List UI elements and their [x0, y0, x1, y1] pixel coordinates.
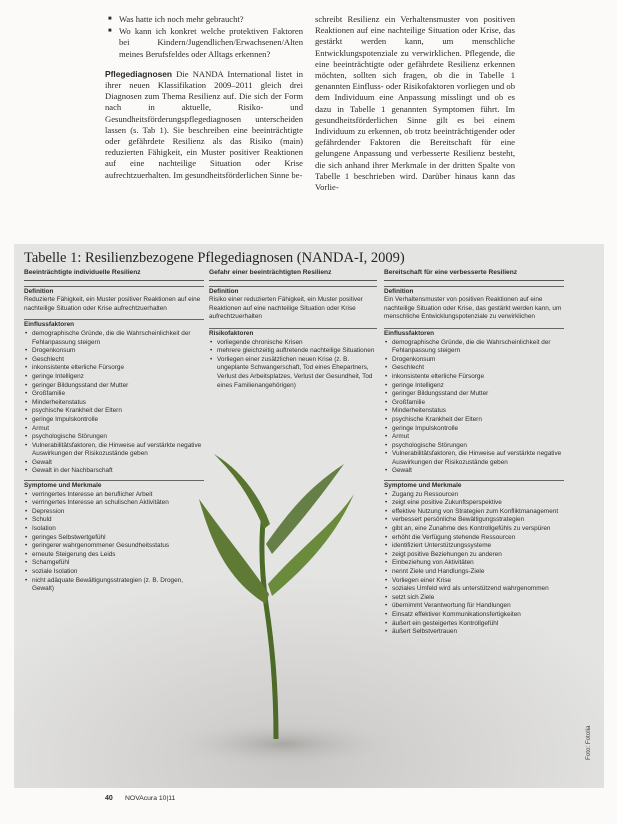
list-item: • nennt Ziele und Handlungs-Ziele [392, 568, 564, 577]
list-item: • effektive Nutzung von Strategien zum Konfliktmanagement [392, 508, 564, 517]
list-item: • geringe Impulskontrolle [392, 425, 564, 434]
list-item: • Schuld [32, 516, 204, 525]
list-item: • Armut [32, 425, 204, 434]
list-item: • Drogenkonsum [392, 356, 564, 365]
factor-list [24, 330, 204, 476]
question-item: ■ Wo kann ich konkret welche protektiven Faktoren bei Kindern/Jugendlichen/Erwachsenen/Alten meines Berufsfeldes oder Alltags erkennen? [119, 26, 303, 60]
list-item: • psychologische Störungen [32, 433, 204, 442]
sprout-leaf [214, 454, 270, 529]
paragraph-text: Die NANDA International listet in ihrer neuen Klassifikation 2009–2011 gleich drei Diagnosen zum Thema Resilienz auf. Die sich der Form nach in aktuelle, Risiko- und Gesundheitsförderungspflegediagnosen unterscheiden lassen (s. Tab 1). Sie beschreiben eine beeinträchtigte oder gefährdete Resilienz als das Risiko (main) reduzierten Fähigkeit, ein Muster positiver Reaktionen auf eine nachteilige Situation oder Krise aufrechtzuerhalten. Im gesundheitsförderlichen Sinne be- [105, 68, 304, 180]
list-item: • Zugang zu Ressourcen [392, 491, 564, 500]
page-number: 40 [105, 795, 113, 802]
list-item: • demographische Gründe, die die Wahrscheinlichkeit der Fehlanpassung steigern [392, 339, 564, 356]
list-item: • inkonsistente elterliche Fürsorge [392, 373, 564, 382]
definition-text: Reduzierte Fähigkeit, ein Muster positiver Reaktionen auf eine nachteilige Situation oder Krise aufrechtzuerhalten [24, 296, 201, 312]
list-item: • Depression [32, 508, 204, 517]
list-item: • Vulnerabilitätsfaktoren, die Hinweise auf verstärkte negative Auswirkungen der Risikozustände geben [392, 450, 564, 467]
list-item: • geringes Selbstwertgefühl [32, 534, 204, 543]
list-item: • Geschlecht [32, 356, 204, 365]
column-header: Gefahr einer beeinträchtigten Resilienz [209, 269, 377, 281]
table-title: Tabelle 1: Resilienzbezogene Pflegediagnosen (NANDA-I, 2009) [24, 250, 405, 266]
list-item: • erneute Steigerung des Leids [32, 551, 204, 560]
list-item: • Armut [392, 433, 564, 442]
list-item: • geringerer wahrgenommener Gesundheitsstatus [32, 542, 204, 551]
list-item: • geringer Bildungsstand der Mutter [392, 390, 564, 399]
list-item: • Großfamilie [392, 399, 564, 408]
list-item: • zeigt positive Beziehungen zu anderen [392, 551, 564, 560]
list-item: • demographische Gründe, die die Wahrscheinlichkeit der Fehlanpassung steigern [32, 330, 204, 347]
list-item: • Minderheitenstatus [392, 407, 564, 416]
section-heading: Definition [384, 286, 564, 297]
list-item: • Vorliegen einer zusätzlichen neuen Krise (z. B. ungeplante Schwangerschaft, Tod eines Ehepartners, Verlust des Arbeitsplatzes, Verlust der Gesundheit, Tod eines Familienangehörigen) [217, 356, 377, 390]
definition-text: Risiko einer reduzierten Fähigkeit, ein Muster positiver Reaktionen auf eine nachteilige Situation oder Krise aufrechtzuerhalten [209, 296, 363, 321]
list-item: • Einsatz effektiver Kommunikationsfertigkeiten [392, 611, 564, 620]
table-column-impaired [24, 269, 204, 598]
section-heading: Einflussfaktoren [24, 319, 204, 330]
list-item: • geringer Bildungsstand der Mutter [32, 382, 204, 391]
section-heading: Symptome und Merkmale [384, 480, 564, 491]
resilience-table [14, 244, 604, 788]
list-item: • zeigt eine positive Zukunftsperspektive [392, 499, 564, 508]
section-heading: Risikofaktoren [209, 328, 377, 339]
list-item: • identifiziert Unterstützungssysteme [392, 542, 564, 551]
list-item: • Isolation [32, 525, 204, 534]
list-item: • mehrere gleichzeitig auftretende nachteilige Situationen [217, 347, 377, 356]
paragraph-text: schreibt Resilienz ein Verhaltensmuster von positiven Reaktionen auf eine nachteilige Situation oder Krise, das gestärkt werden kann, um menschliche Entwicklungspotenziale zu verwirklichen. Pflegende, die eine beeinträchtigte oder gefährdete Resilienz erkennen möchten, sollten sich fragen, ob die in Tabelle 1 genannten Einfluss- oder Risikofaktoren vorliegen und ob dem Individuum eine Anpassung misslingt und ob es dazu in Tabelle 1 genannten Symptomen führt. Im gesundheitsförderlichen Sinne gilt es bei einem Individuum zu erkennen, ob trotz beeinträchtigender oder gefährdender Faktoren die Bereitschaft für eine gelungene Anpassung und verbesserte Resilienz besteht, die sich anhand ihrer Merkmale in der dritten Spalte von Tabelle 1 beschrieben wird. Darüber hinaus kann das Vorlie- [315, 14, 515, 193]
list-item: • Geschlecht [392, 364, 564, 373]
list-item: • psychologische Störungen [392, 442, 564, 451]
sprout-leaf [266, 464, 344, 554]
list-item: • psychische Krankheit der Eltern [32, 407, 204, 416]
list-item: • übernimmt Verantwortung für Handlungen [392, 602, 564, 611]
list-item: • vorliegende chronische Krisen [217, 339, 377, 348]
symptom-list [384, 491, 564, 637]
soil-shadow [164, 719, 404, 769]
list-item: • gibt an, eine Zunahme des Kontrollgefühls zu verspüren [392, 525, 564, 534]
list-item: • Vorliegen einer Krise [392, 577, 564, 586]
list-item: • verringertes Interesse an schulischen Aktivitäten [32, 499, 204, 508]
column-header: Beeinträchtigte individuelle Resilienz [24, 269, 204, 281]
list-item: • äußert Selbstvertrauen [392, 628, 564, 637]
definition-text: Ein Verhaltensmuster von positiven Reaktionen auf eine nachteilige Situation oder Krise, das gestärkt werden kann, um menschliche Entwicklungspotenziale zu verwirklichen [384, 296, 562, 321]
section-heading: Einflussfaktoren [384, 328, 564, 339]
list-item: • verringertes Interesse an beruflicher Arbeit [32, 491, 204, 500]
question-list [105, 14, 303, 60]
list-item: • Schamgefühl [32, 559, 204, 568]
list-item: • geringe Impulskontrolle [32, 416, 204, 425]
list-item: • Minderheitenstatus [32, 399, 204, 408]
paragraph-label: Pflegediagnosen [105, 68, 173, 79]
section-heading: Definition [24, 286, 204, 297]
list-item: • Gewalt in der Nachbarschaft [32, 467, 204, 476]
list-item: • geringe Intelligenz [392, 382, 564, 391]
text-column-left [105, 14, 303, 181]
list-item: • setzt sich Ziele [392, 594, 564, 603]
list-item: • Großfamilie [32, 390, 204, 399]
section-heading: Symptome und Merkmale [24, 480, 204, 491]
list-item: • Drogenkonsum [32, 347, 204, 356]
list-item: • psychische Krankheit der Eltern [392, 416, 564, 425]
risk-factor-list [209, 339, 377, 391]
photo-credit: Foto: Fotolia [585, 725, 592, 760]
text-column-right [315, 14, 515, 193]
list-item: • inkonsistente elterliche Fürsorge [32, 364, 204, 373]
list-item: • erhöht die Verfügung stehende Ressourcen [392, 534, 564, 543]
list-item: • soziales Umfeld wird als unterstützend wahrgenommen [392, 585, 564, 594]
table-column-risk [209, 269, 377, 394]
list-item: • soziale Isolation [32, 568, 204, 577]
column-header: Bereitschaft für eine verbesserte Resilienz [384, 269, 564, 281]
list-item: • Einbeziehung von Aktivitäten [392, 559, 564, 568]
list-item: • nicht adäquate Bewältigungsstrategien (z. B. Drogen, Gewalt) [32, 577, 204, 594]
list-item: • äußert ein gesteigertes Kontrollgefühl [392, 620, 564, 629]
question-item: ■ Was hatte ich noch mehr gebraucht? [119, 14, 303, 25]
section-heading: Definition [209, 286, 377, 297]
list-item: • Gewalt [392, 467, 564, 476]
list-item: • Vulnerabilitätsfaktoren, die Hinweise auf verstärkte negative Auswirkungen der Risikozustände geben [32, 442, 204, 459]
list-item: • Gewalt [32, 459, 204, 468]
list-item: • verbessert persönliche Bewältigungsstrategien [392, 516, 564, 525]
symptom-list [24, 491, 204, 594]
paragraph [105, 69, 303, 181]
magazine-name: NOVAcura 10|11 [125, 795, 176, 802]
factor-list [384, 339, 564, 477]
list-item: • geringe Intelligenz [32, 373, 204, 382]
table-column-readiness [384, 269, 564, 641]
sprout-leaf [268, 494, 354, 596]
